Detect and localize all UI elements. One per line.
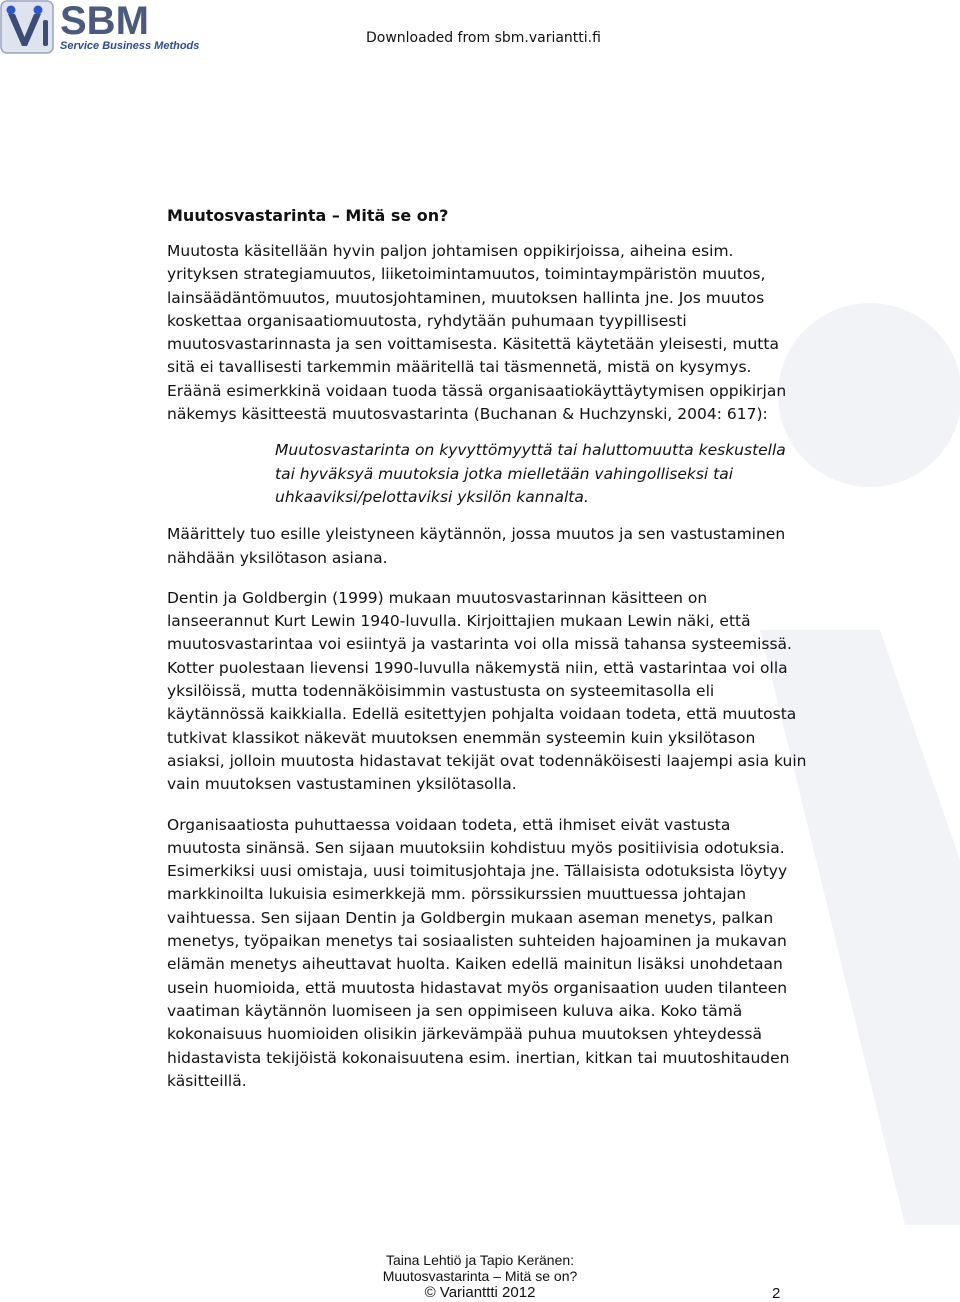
variantti-v-logo-icon bbox=[0, 0, 54, 54]
page-footer bbox=[280, 1252, 680, 1301]
logo-name: SBM bbox=[60, 0, 149, 43]
footer-authors: Taina Lehtiö ja Tapio Keränen: bbox=[385, 1252, 575, 1268]
document-body bbox=[167, 204, 807, 1093]
paragraph-organisation: Organisaatiosta puhuttaessa voidaan todeta, että ihmiset eivät vastusta muutosta sinänsä. Sen sijaan muutoksiin kohdistuu myös positiivisia odotuksia. Esimerkiksi uusi omistaja, uusi toimitusjohtaja jne. Tällaisista odotuksista löytyy markkinoilta lukuisia esimerkkejä mm. pörssikurssien muuttuessa johtajan vaihtuessa. Sen sijaan Dentin ja Goldbergin mukaan aseman menetys, palkan menetys, työpaikan menetys tai sosiaalisten suhteiden hajoaminen ja mukavan elämän menetys aiheuttavat huolta. Kaiken edellä mainitun lisäksi unohdetaan usein huomioida, että muutosta hidastavat myös organisaation uuden tilanteen vaatiman käytännön luomiseen ja sen oppimiseen kuluva aika. Koko tämä kokonaisuus huomioiden olisikin järkevämpää puhua muutoksen yhteydessä hidastavista tekijöistä kokonaisuutena esim. inertian, kitkan tai muutoshitauden käsitteillä. bbox=[167, 815, 790, 1090]
downloaded-from-text: Downloaded from sbm.variantti.fi bbox=[366, 30, 601, 46]
paragraph-definition-comment: Määrittely tuo esille yleistyneen käytännön, jossa muutos ja sen vastustaminen nähdään yksilötason asiana. bbox=[167, 525, 786, 567]
footer-doc-title: Muutosvastarinta – Mitä se on? bbox=[382, 1268, 578, 1284]
paragraph-dent-goldberg: Dentin ja Goldbergin (1999) mukaan muutosvastarinnan käsitteen on lanseerannut Kurt Lewin 1940-luvulla. Kirjoittajien mukaan Lewin näki, että muutosvastarintaa voi esiintyä ja vastarinta voi olla missä tahansa systeemissä. Kotter puolestaan lievensi 1990-luvulla näkemystä niin, että vastarintaa voi olla yksilöissä, mutta todennäköisimmin vastustusta on systeemitasolla eli käytännössä kaikkialla. Edellä esitettyjen pohjalta voidaan todeta, että muutosta tutkivat klassikot näkevät muutoksen enemmän systeemin kuin yksilötason asiaksi, jolloin muutosta hidastavat tekijät ovat todennäköisesti laajempi asia kuin vain muutoksen vastustaminen yksilötasolla. bbox=[167, 588, 807, 794]
logo-tagline: Service Business Methods bbox=[60, 40, 200, 52]
footer-copyright: © Varianttti 2012 bbox=[424, 1284, 536, 1301]
paragraph-intro: Muutosta käsitellään hyvin paljon johtamisen oppikirjoissa, aiheina esim. yrityksen strategiamuutos, liiketoimintamuutos, toimintaympäristön muutos, lainsäädäntömuutos, muutosjohtaminen, muutoksen hallinta jne. Jos muutos koskettaa organisaatiomuutosta, ryhdytään puhumaan tyypillisesti muutosvastarinnasta ja sen voittamisesta. Käsitettä käytetään yleisesti, mutta sitä ei tavallisesti tarkemmin määritellä tai täsmennetä, mistä on kysymys. Eräänä esimerkkinä voidaan tuoda tässä organisaatiokäyttäytymisen oppikirjan näkemys käsitteestä muutosvastarinta (Buchanan & Huchzynski, 2004: 617): bbox=[167, 242, 787, 424]
page-number: 2 bbox=[772, 1285, 781, 1302]
document-title: Muutosvastarinta – Mitä se on? bbox=[167, 206, 449, 225]
sbm-logo[interactable] bbox=[0, 0, 199, 58]
definition-quote: Muutosvastarinta on kyvyttömyyttä tai haluttomuutta keskustella tai hyväksyä muutoksia jotka mielletään vahingolliseksi tai uhkaaviksi/pelottaviksi yksilön kannalta. bbox=[275, 441, 786, 506]
